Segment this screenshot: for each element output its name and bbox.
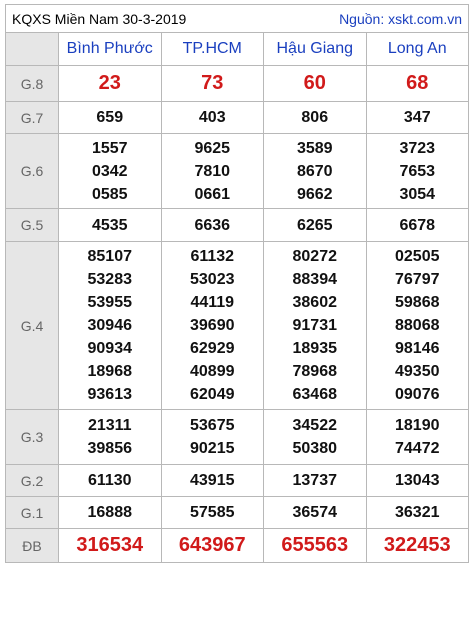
- result-number: 09076: [395, 386, 440, 403]
- result-number: 74472: [395, 440, 440, 457]
- result-cell: [366, 102, 469, 134]
- result-number: 316534: [76, 534, 144, 556]
- result-number: 38602: [292, 294, 337, 311]
- prize-label: G.3: [6, 410, 59, 465]
- result-number: 53023: [190, 271, 235, 288]
- prize-row: [6, 465, 469, 497]
- result-number: 34522: [292, 417, 337, 434]
- result-cell: [366, 465, 469, 497]
- result-cell: [366, 209, 469, 242]
- result-cell: [161, 497, 264, 529]
- source-link[interactable]: Nguồn: xskt.com.vn: [339, 10, 462, 27]
- result-cell: [59, 497, 162, 529]
- prize-label: G.8: [6, 66, 59, 102]
- result-number: 78968: [292, 363, 337, 380]
- prize-row: [6, 134, 469, 209]
- province-header[interactable]: Hậu Giang: [264, 33, 367, 66]
- result-number: 43915: [190, 472, 235, 489]
- result-number: 90215: [190, 440, 235, 457]
- result-number: 40899: [190, 363, 235, 380]
- prize-label: G.4: [6, 242, 59, 410]
- result-number: 76797: [395, 271, 440, 288]
- result-number: 39690: [190, 317, 235, 334]
- result-cell: [264, 465, 367, 497]
- result-number: 57585: [190, 504, 235, 521]
- result-cell: [59, 465, 162, 497]
- result-number: 659: [96, 109, 124, 126]
- result-number: 30946: [87, 317, 132, 334]
- result-number: 18935: [292, 340, 337, 357]
- result-number: 88068: [395, 317, 440, 334]
- result-number: 91731: [292, 317, 337, 334]
- result-number: 53675: [190, 417, 235, 434]
- result-cell: [161, 102, 264, 134]
- prize-label: ĐB: [6, 529, 59, 563]
- result-number: 39856: [87, 440, 132, 457]
- prize-label: G.5: [6, 209, 59, 242]
- result-number: 36321: [395, 504, 440, 521]
- prize-row: [6, 497, 469, 529]
- result-number: 1557: [91, 139, 128, 157]
- result-cell: [366, 410, 469, 465]
- result-number: 3723: [399, 139, 436, 157]
- result-number: 4535: [91, 216, 128, 234]
- result-number: 93613: [87, 386, 132, 403]
- prize-label: G.6: [6, 134, 59, 209]
- result-number: 61132: [190, 248, 235, 265]
- result-number: 50380: [292, 440, 337, 457]
- result-number: 0342: [91, 162, 128, 180]
- result-number: 59868: [395, 294, 440, 311]
- result-cell: [59, 66, 162, 102]
- result-number: 7653: [399, 162, 436, 180]
- result-number: 403: [198, 109, 226, 126]
- result-number: 643967: [178, 534, 246, 556]
- prize-row: [6, 529, 469, 563]
- result-number: 73: [201, 72, 224, 94]
- result-cell: [264, 134, 367, 209]
- result-number: 655563: [281, 534, 349, 556]
- result-cell: [264, 529, 367, 563]
- result-number: 16888: [87, 504, 132, 521]
- result-number: 18968: [87, 363, 132, 380]
- result-cell: [161, 66, 264, 102]
- corner-cell: [6, 33, 59, 66]
- prize-row: [6, 102, 469, 134]
- result-number: 0585: [91, 185, 128, 203]
- result-number: 53955: [87, 294, 132, 311]
- result-cell: [264, 66, 367, 102]
- result-cell: [264, 102, 367, 134]
- result-number: 9662: [296, 185, 333, 203]
- result-number: 85107: [87, 248, 132, 265]
- result-cell: [161, 242, 264, 410]
- result-cell: [366, 134, 469, 209]
- result-number: 88394: [292, 271, 337, 288]
- result-number: 9625: [194, 139, 231, 157]
- result-cell: [59, 102, 162, 134]
- prize-label: G.7: [6, 102, 59, 134]
- result-number: 60: [303, 72, 326, 94]
- result-number: 6636: [194, 216, 231, 234]
- prize-label: G.1: [6, 497, 59, 529]
- result-cell: [366, 529, 469, 563]
- result-number: 63468: [292, 386, 337, 403]
- prize-row: [6, 410, 469, 465]
- result-number: 6265: [296, 216, 333, 234]
- result-cell: [59, 209, 162, 242]
- result-number: 49350: [395, 363, 440, 380]
- result-cell: [366, 66, 469, 102]
- lottery-results: [5, 4, 469, 563]
- result-number: 98146: [395, 340, 440, 357]
- province-header[interactable]: Bình Phước: [59, 33, 162, 66]
- result-number: 36574: [292, 504, 337, 521]
- result-number: 3589: [296, 139, 333, 157]
- result-cell: [264, 410, 367, 465]
- result-cell: [161, 465, 264, 497]
- result-number: 13737: [292, 472, 337, 489]
- prize-label: G.2: [6, 465, 59, 497]
- result-cell: [59, 134, 162, 209]
- prize-row: [6, 242, 469, 410]
- result-number: 80272: [292, 248, 337, 265]
- result-number: 8670: [296, 162, 333, 180]
- result-cell: [366, 242, 469, 410]
- result-number: 62929: [190, 340, 235, 357]
- result-cell: [161, 529, 264, 563]
- prize-row: [6, 209, 469, 242]
- title-bar: [5, 4, 469, 32]
- result-number: 44119: [190, 294, 235, 311]
- result-number: 21311: [87, 417, 132, 434]
- result-number: 13043: [395, 472, 440, 489]
- province-header[interactable]: TP.HCM: [161, 33, 264, 66]
- result-number: 23: [98, 72, 121, 94]
- result-number: 322453: [383, 534, 451, 556]
- prize-row: [6, 66, 469, 102]
- result-number: 90934: [87, 340, 132, 357]
- result-number: 02505: [395, 248, 440, 265]
- result-number: 61130: [87, 472, 132, 489]
- result-number: 18190: [395, 417, 440, 434]
- result-number: 0661: [194, 185, 231, 203]
- page-title: KQXS Miền Nam 30-3-2019: [12, 10, 187, 27]
- result-number: 6678: [399, 216, 436, 234]
- province-header[interactable]: Long An: [366, 33, 469, 66]
- result-cell: [264, 497, 367, 529]
- result-number: 62049: [190, 386, 235, 403]
- result-cell: [366, 497, 469, 529]
- result-cell: [264, 209, 367, 242]
- result-cell: [161, 134, 264, 209]
- result-cell: [59, 410, 162, 465]
- result-number: 53283: [87, 271, 132, 288]
- result-number: 3054: [399, 185, 436, 203]
- result-cell: [161, 209, 264, 242]
- results-body: [6, 66, 469, 563]
- result-number: 7810: [194, 162, 231, 180]
- result-cell: [264, 242, 367, 410]
- header-row: [6, 33, 469, 66]
- result-cell: [59, 529, 162, 563]
- results-table: [5, 32, 469, 563]
- result-number: 806: [301, 109, 329, 126]
- result-cell: [59, 242, 162, 410]
- result-number: 347: [403, 109, 431, 126]
- result-cell: [161, 410, 264, 465]
- result-number: 68: [406, 72, 429, 94]
